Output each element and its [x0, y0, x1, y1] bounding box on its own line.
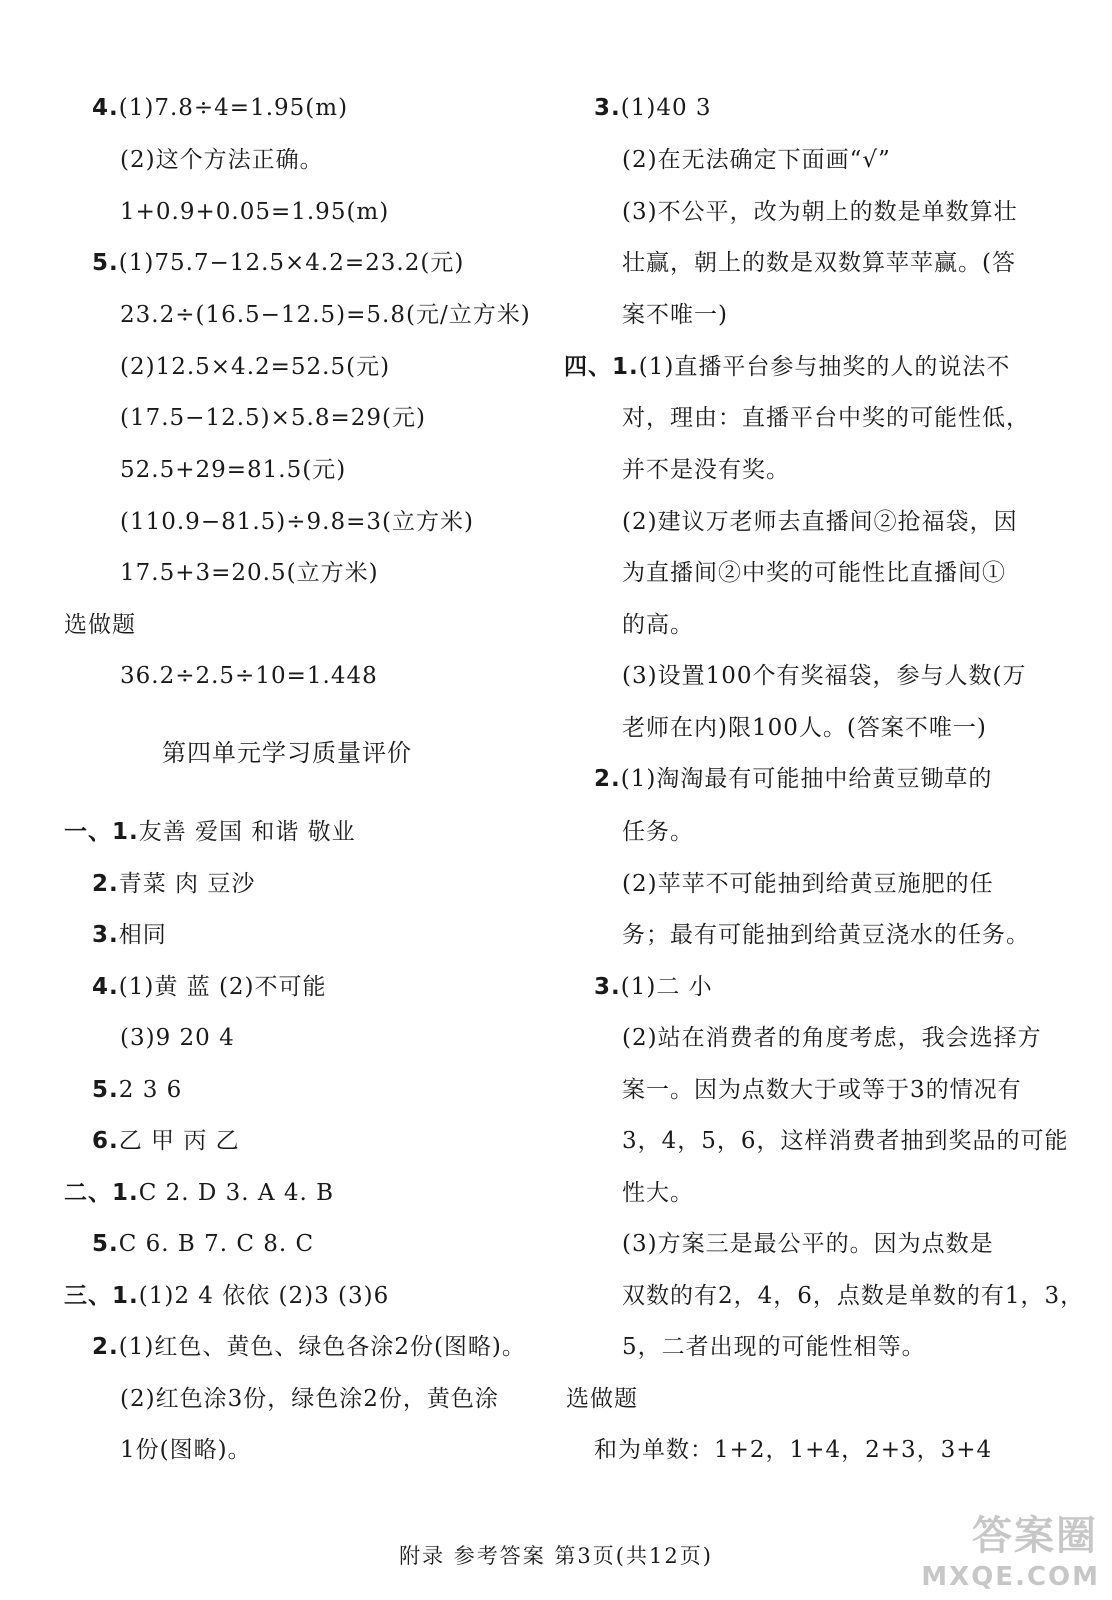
item-number: 4. — [92, 95, 119, 121]
item-number: 2. — [594, 766, 621, 792]
answer-text: (1)黄 蓝 (2)不可能 — [118, 974, 327, 1000]
item-number: 5. — [92, 250, 119, 276]
answer-line — [120, 661, 378, 691]
answer-text: (3)9 20 4 — [120, 1025, 235, 1051]
item-number: 5. — [92, 1077, 119, 1103]
answer-line — [120, 300, 531, 330]
answer-line — [594, 972, 713, 1002]
answer-text: 青菜 肉 豆沙 — [118, 871, 256, 897]
answer-line — [120, 558, 379, 588]
answer-text: (2)这个方法正确。 — [120, 147, 324, 173]
item-number: 四、1. — [564, 354, 639, 380]
answer-text: (110.9−81.5)÷9.8=3(立方米) — [120, 509, 474, 535]
answer-text: 5，二者出现的可能性相等。 — [622, 1334, 926, 1360]
answer-text: (2)建议万老师去直播间②抢福袋，因 — [622, 509, 1018, 535]
watermark-logo-text: 答案圈 — [972, 1513, 1098, 1559]
answer-line — [120, 507, 474, 537]
answer-text: (2)12.5×4.2=52.5(元) — [120, 354, 391, 380]
answer-line — [622, 713, 987, 743]
answer-line — [622, 1178, 694, 1208]
answer-text: 案不唯一) — [622, 302, 728, 328]
answer-line — [92, 869, 255, 899]
answer-line — [622, 403, 1030, 433]
answer-line — [622, 1126, 1069, 1156]
watermark-site-text: MXQE.COM — [921, 1562, 1100, 1592]
answer-text: 52.5+29=81.5(元) — [120, 457, 347, 483]
page-footer: 附录 参考答案 第3页(共12页) — [399, 1544, 713, 1568]
answer-text: (1)75.7−12.5×4.2=23.2(元) — [118, 250, 465, 276]
answer-text: 为直播间②中奖的可能性比直播间① — [622, 560, 1006, 586]
answer-line — [622, 507, 1018, 537]
answer-text: 和为单数：1+2，1+4，2+3，3+4 — [594, 1437, 993, 1463]
answer-line — [594, 764, 992, 794]
answer-text: (2)站在消费者的角度考虑，我会选择方 — [622, 1025, 1042, 1051]
answer-text: (3)设置100个有奖福袋，参与人数(万 — [622, 663, 1027, 689]
answer-text: (17.5−12.5)×5.8=29(元) — [120, 405, 426, 431]
answer-line — [622, 1281, 1084, 1311]
answer-line — [64, 817, 356, 847]
answer-line — [622, 145, 891, 175]
item-number: 2. — [92, 871, 119, 897]
answer-line — [622, 248, 1016, 278]
item-number: 2. — [92, 1334, 119, 1360]
answer-text: (3)不公平，改为朝上的数是单数算壮 — [622, 199, 1018, 225]
answer-text: 乙 甲 丙 乙 — [118, 1128, 240, 1154]
answer-text: 壮赢，朝上的数是双数算苹苹赢。(答 — [622, 250, 1016, 276]
answer-text: (2)在无法确定下面画“√” — [622, 147, 891, 173]
answer-text: 友善 爱国 和谐 敬业 — [138, 819, 356, 845]
answer-line — [594, 93, 712, 123]
answer-text: 36.2÷2.5÷10=1.448 — [120, 663, 378, 689]
answer-line — [622, 1075, 1022, 1105]
answer-text: (1)40 3 — [620, 95, 712, 121]
answer-text: (3)方案三是最公平的。因为点数是 — [622, 1231, 994, 1257]
answer-text: C 6. B 7. C 8. C — [118, 1231, 315, 1257]
answer-text: (1)2 4 依依 (2)3 (3)6 — [138, 1283, 390, 1309]
answer-line — [64, 1281, 389, 1311]
answer-line — [120, 1023, 235, 1053]
answer-line — [622, 455, 790, 485]
answer-line — [120, 455, 346, 485]
answer-text: 3，4，5，6，这样消费者抽到奖品的可能 — [622, 1128, 1069, 1154]
item-number: 二、1. — [64, 1180, 139, 1206]
item-number: 6. — [92, 1128, 119, 1154]
answer-text: 案一。因为点数大于或等于3的情况有 — [622, 1077, 1022, 1103]
answer-text: 选做题 — [566, 1386, 638, 1412]
answer-text: 并不是没有奖。 — [622, 457, 790, 483]
answer-line — [120, 352, 390, 382]
answer-line — [622, 558, 1006, 588]
optional-heading — [64, 610, 136, 640]
item-number: 3. — [92, 922, 119, 948]
item-number: 一、1. — [64, 819, 139, 845]
answer-line — [92, 248, 464, 278]
answer-line — [120, 1435, 252, 1465]
answer-text: 1+0.9+0.05=1.95(m) — [120, 199, 390, 225]
answer-text: (1)红色、黄色、绿色各涂2份(图略)。 — [118, 1334, 526, 1360]
answer-line — [120, 145, 324, 175]
answer-line — [622, 1229, 994, 1259]
optional-heading — [566, 1384, 638, 1414]
answer-line — [564, 352, 1010, 382]
item-number: 5. — [92, 1231, 119, 1257]
section-title: 第四单元学习质量评价 — [162, 739, 412, 767]
watermark-logo — [914, 1504, 1104, 1594]
answer-line — [622, 1023, 1042, 1053]
answer-text: (1)淘淘最有可能抽中给黄豆锄草的 — [620, 766, 993, 792]
answer-line — [622, 610, 694, 640]
answer-line — [92, 972, 327, 1002]
answer-text: 1份(图略)。 — [120, 1437, 252, 1463]
answer-text: 任务。 — [622, 819, 694, 845]
answer-line — [92, 1229, 314, 1259]
answer-line — [120, 403, 426, 433]
answer-line — [622, 1332, 926, 1362]
answer-line — [92, 1332, 526, 1362]
answer-text: (2)苹苹不可能抽到给黄豆施肥的任 — [622, 871, 994, 897]
item-number: 4. — [92, 974, 119, 1000]
answer-text: 选做题 — [64, 612, 136, 638]
answer-text: 2 3 6 — [118, 1077, 183, 1103]
answer-line — [120, 1384, 499, 1414]
answer-line — [622, 869, 994, 899]
answer-text: (1)二 小 — [620, 974, 713, 1000]
answer-line — [92, 93, 348, 123]
answer-line — [92, 920, 167, 950]
answer-line — [594, 1435, 992, 1465]
answer-line — [622, 817, 694, 847]
answer-text: 的高。 — [622, 612, 694, 638]
answer-text: 对，理由：直播平台中奖的可能性低， — [622, 405, 1030, 431]
answer-text: 17.5+3=20.5(立方米) — [120, 560, 379, 586]
answer-text: C 2. D 3. A 4. B — [138, 1180, 334, 1206]
item-number: 三、1. — [64, 1283, 139, 1309]
answer-text: (1)7.8÷4=1.95(m) — [118, 95, 349, 121]
answer-line — [622, 920, 1030, 950]
answer-text: 相同 — [118, 922, 167, 948]
answer-text: 务；最有可能抽到给黄豆浇水的任务。 — [622, 922, 1030, 948]
answer-line — [622, 300, 728, 330]
answer-text: 23.2÷(16.5−12.5)=5.8(元/立方米) — [120, 302, 531, 328]
answer-line — [120, 197, 389, 227]
answer-text: (1)直播平台参与抽奖的人的说法不 — [638, 354, 1011, 380]
answer-text: (2)红色涂3份，绿色涂2份，黄色涂 — [120, 1386, 499, 1412]
item-number: 3. — [594, 974, 621, 1000]
answer-line — [622, 197, 1018, 227]
answer-text: 老师在内)限100人。(答案不唯一) — [622, 715, 987, 741]
answer-line — [622, 661, 1026, 691]
answer-line — [92, 1126, 240, 1156]
answer-line — [92, 1075, 182, 1105]
answer-text: 双数的有2，4，6，点数是单数的有1，3， — [622, 1283, 1085, 1309]
item-number: 3. — [594, 95, 621, 121]
answer-line — [64, 1178, 334, 1208]
answer-text: 性大。 — [622, 1180, 694, 1206]
